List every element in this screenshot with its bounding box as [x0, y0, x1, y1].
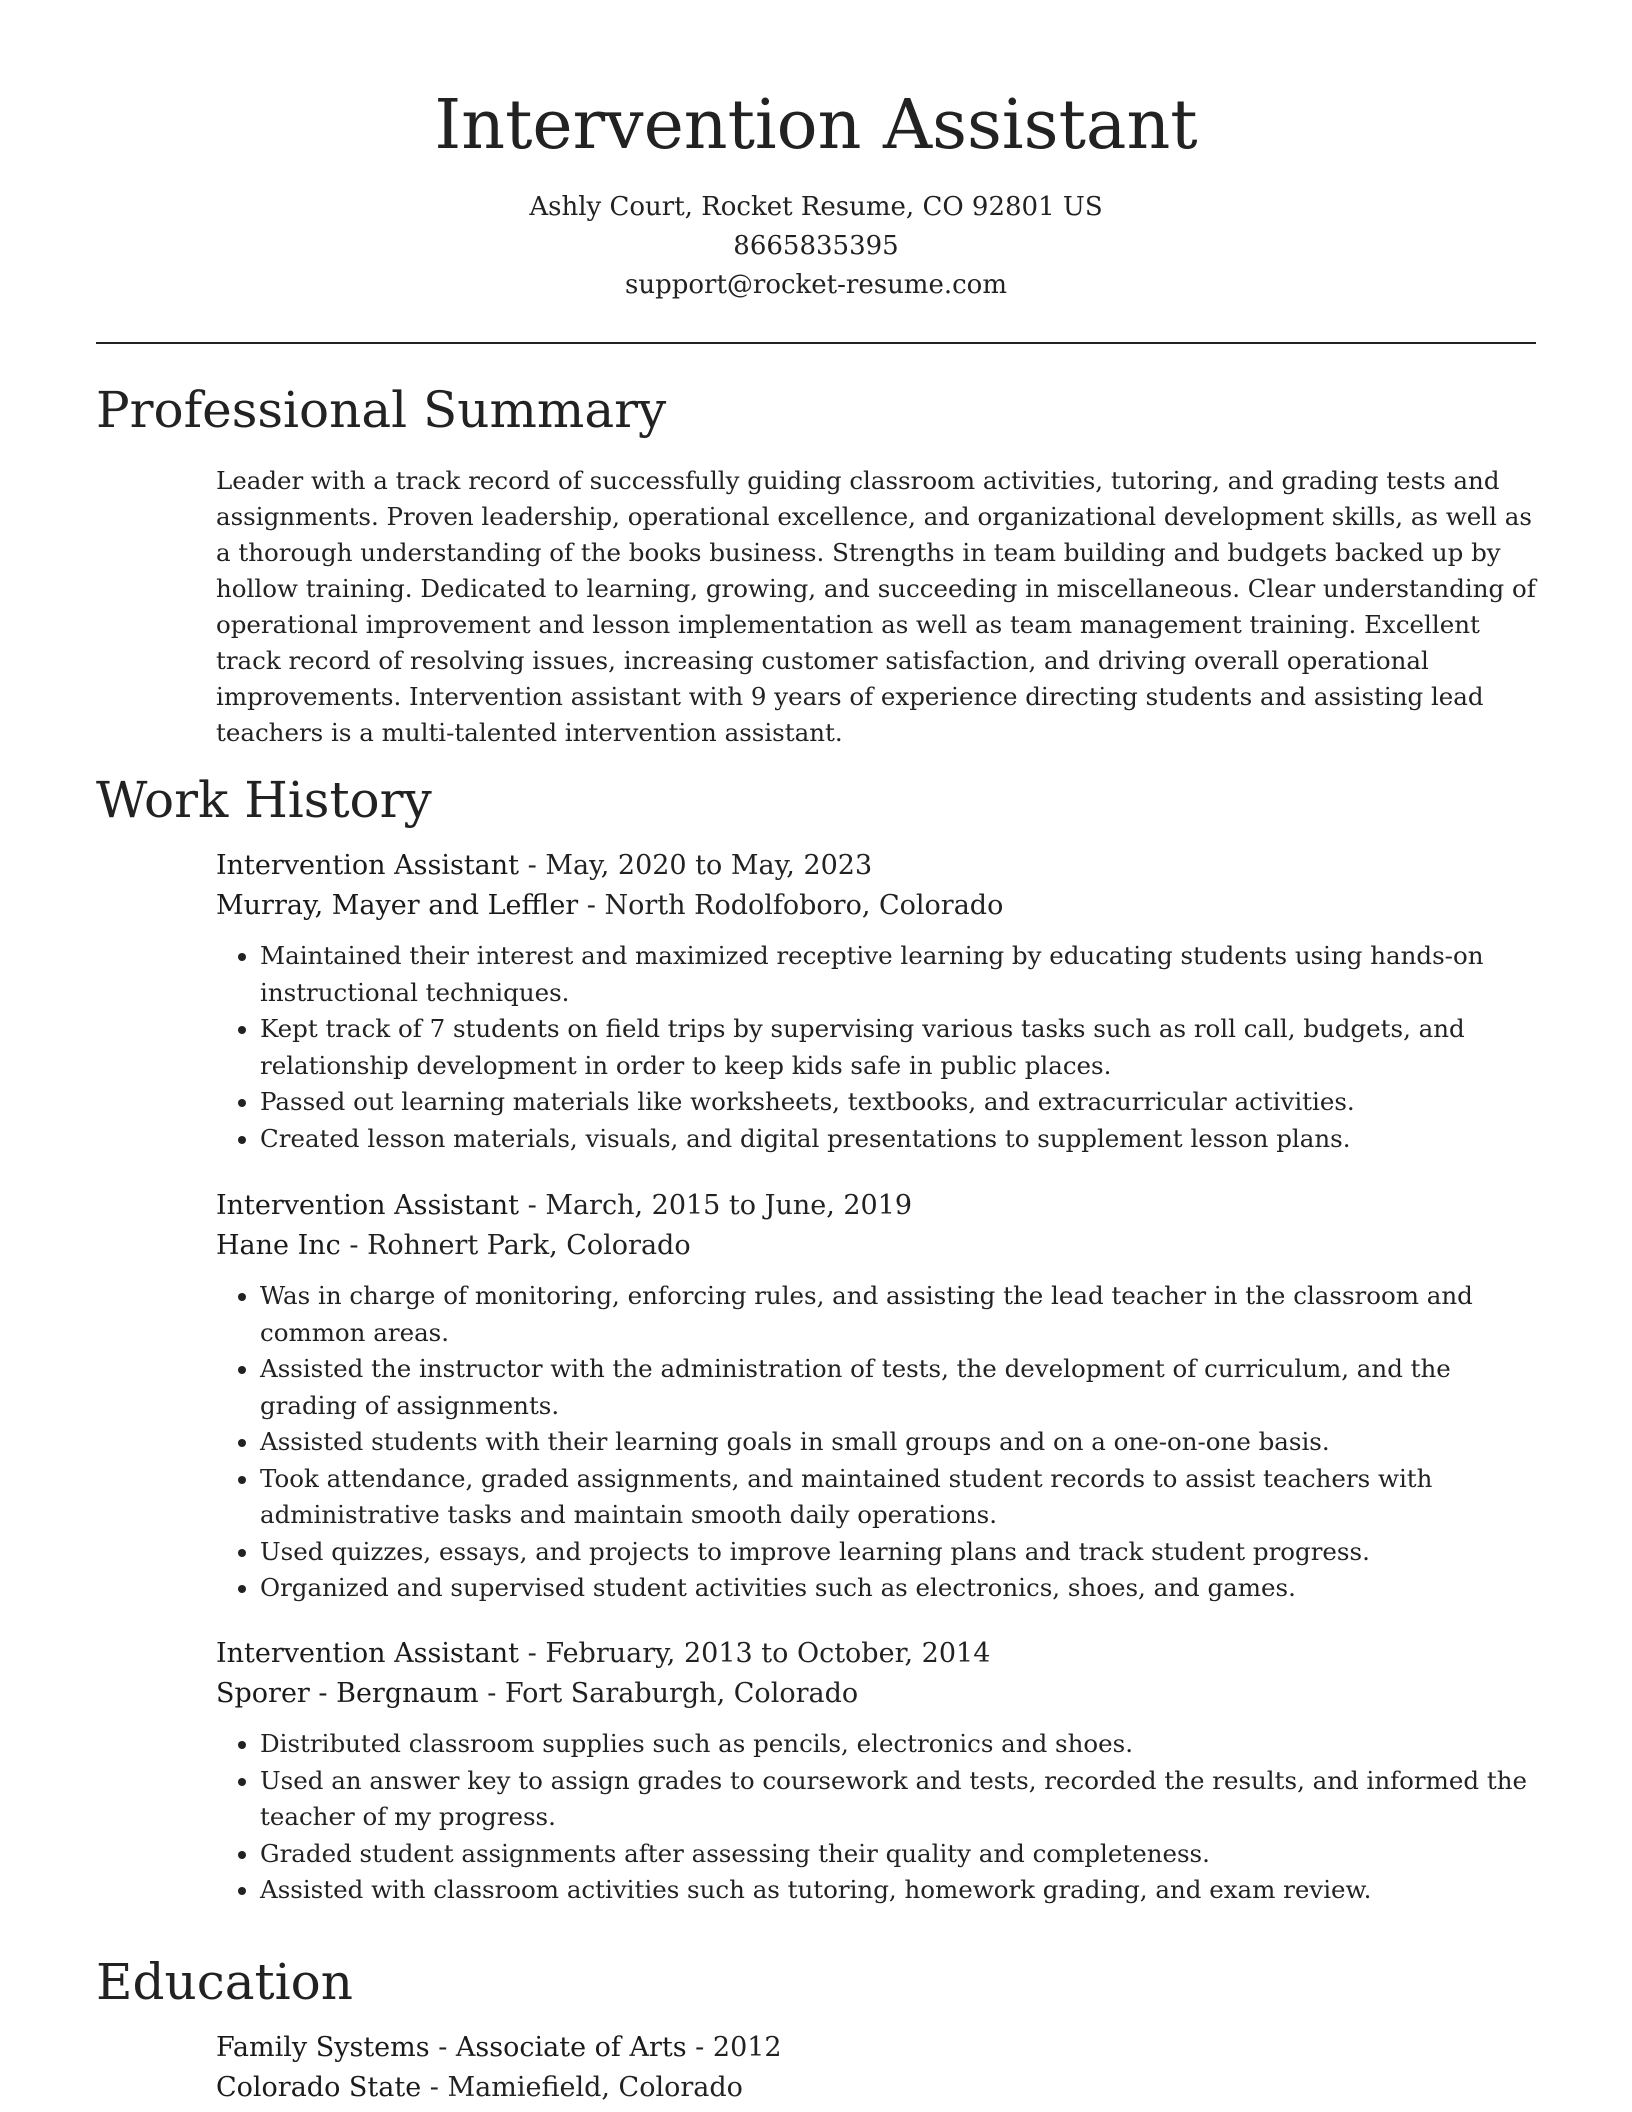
job-location: Fort Saraburgh, Colorado [504, 1678, 859, 1709]
resume-header [96, 82, 1536, 305]
contact-email[interactable]: support@rocket-resume.com [624, 270, 1007, 300]
job-dates: February, 2013 to October, 2014 [545, 1638, 991, 1669]
page-title: Intervention Assistant [434, 86, 1198, 165]
separator: - [421, 2072, 448, 2103]
job-dates: March, 2015 to June, 2019 [545, 1190, 913, 1221]
summary-text: Leader with a track record of successfully guiding classroom activities, tutoring, and grading tests and assignments. Proven leadership, operational excellence, and organizational development skills, as well as a thorough understanding of the books business. Strengths in team building and budgets backed up by hollow training. Dedicated to learning, growing, and succeeding in miscellaneous. Clear understanding of operational improvement and lesson implementation as well as team management training. Excellent track record of resolving issues, increasing customer satisfaction, and driving overall operational improvements. Intervention assistant with 9 years of experience directing students and assisting lead teachers is a multi-talented intervention assistant. [216, 466, 1536, 747]
list-item: • Used an answer key to assign grades to coursework and tests, recorded the results, and informed the teacher of my progress. [260, 1763, 1538, 1836]
summary-heading: Professional Summary [96, 381, 667, 439]
job-bullets [216, 1726, 1538, 1909]
separator: - [519, 850, 546, 881]
education-entry [216, 2028, 1538, 2108]
job-dates: May, 2020 to May, 2023 [545, 850, 873, 881]
separator: - [578, 890, 605, 921]
job-location: Rohnert Park, Colorado [367, 1230, 691, 1261]
job-role: Intervention Assistant [216, 1190, 520, 1221]
job-bullets [216, 1278, 1538, 1607]
separator: - [429, 2032, 456, 2063]
job-role: Intervention Assistant [216, 1638, 520, 1669]
job-bullets [216, 938, 1538, 1157]
education-location: Mamiefield, Colorado [447, 2072, 743, 2103]
separator: - [519, 1638, 546, 1669]
job-role: Intervention Assistant [216, 850, 520, 881]
list-item: • Was in charge of monitoring, enforcing rules, and assisting the lead teacher in the classroom and common areas. [260, 1278, 1538, 1351]
job-location: North Rodolfoboro, Colorado [604, 890, 1004, 921]
work-history-heading: Work History [96, 771, 432, 829]
job-title-line [216, 1186, 1538, 1226]
education-degree-line [216, 2028, 1538, 2068]
separator: - [519, 1190, 546, 1221]
education-heading: Education [96, 1953, 353, 2011]
header-divider [96, 342, 1536, 344]
separator: - [478, 1678, 505, 1709]
job-company-line [216, 1674, 1538, 1714]
job-company: Sporer - Bergnaum [216, 1678, 479, 1709]
separator: - [340, 1230, 368, 1261]
list-item: • Kept track of 7 students on field trips by supervising various tasks such as roll call, budgets, and relationship development in order to keep kids safe in public places. [260, 1011, 1538, 1084]
job-company-line [216, 886, 1538, 926]
list-item: • Assisted the instructor with the administration of tests, the development of curriculum, and the grading of assignments. [260, 1351, 1538, 1424]
job-entry [216, 846, 1538, 1157]
list-item: • Graded student assignments after assessing their quality and completeness. [260, 1836, 1538, 1873]
job-title-line [216, 846, 1538, 886]
education-year: 2012 [712, 2032, 782, 2063]
job-entry [216, 1186, 1538, 1607]
job-company: Hane Inc [216, 1230, 341, 1261]
list-item: • Passed out learning materials like worksheets, textbooks, and extracurricular activities. [260, 1084, 1538, 1121]
list-item: • Organized and supervised student activities such as electronics, shoes, and games. [260, 1570, 1538, 1607]
list-item: • Maintained their interest and maximized receptive learning by educating students using hands-on instructional techniques. [260, 938, 1538, 1011]
list-item: • Assisted with classroom activities such as tutoring, homework grading, and exam review. [260, 1872, 1538, 1909]
separator: - [686, 2032, 713, 2063]
list-item: • Took attendance, graded assignments, and maintained student records to assist teachers with administrative tasks and maintain smooth daily operations. [260, 1461, 1538, 1534]
education-field: Family Systems [216, 2032, 430, 2063]
list-item: • Used quizzes, essays, and projects to improve learning plans and track student progress. [260, 1534, 1538, 1571]
contact-phone: 8665835395 [733, 231, 899, 261]
list-item: • Created lesson materials, visuals, and digital presentations to supplement lesson plans. [260, 1121, 1538, 1158]
job-company-line [216, 1226, 1538, 1266]
job-entry [216, 1634, 1538, 1909]
education-degree: Associate of Arts [455, 2032, 687, 2063]
list-item: • Distributed classroom supplies such as pencils, electronics and shoes. [260, 1726, 1538, 1763]
education-school: Colorado State [216, 2072, 422, 2103]
contact-address: Ashly Court, Rocket Resume, CO 92801 US [529, 192, 1103, 222]
job-title-line [216, 1634, 1538, 1674]
job-company: Murray, Mayer and Leffler [216, 890, 579, 921]
list-item: • Assisted students with their learning goals in small groups and on a one-on-one basis. [260, 1424, 1538, 1461]
education-school-line [216, 2068, 1538, 2108]
